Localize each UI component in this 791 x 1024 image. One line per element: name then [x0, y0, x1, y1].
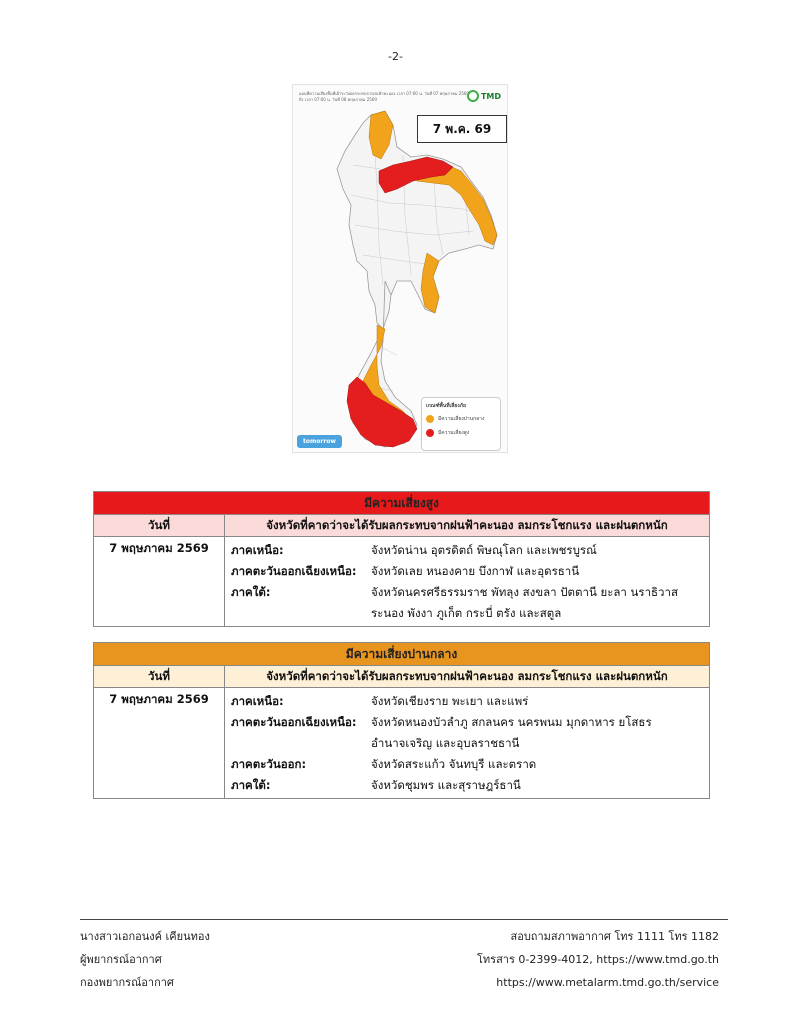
region-provinces: จังหวัดนครศรีธรรมราช พัทลุง สงขลา ปัตตานี ยะลา นราธิวาส: [371, 585, 678, 599]
moderate-dot-icon: [426, 415, 434, 423]
tmd-logo-text: TMD: [480, 91, 501, 101]
region-south: [231, 775, 705, 796]
region-provinces: จังหวัดน่าน อุตรดิตถ์ พิษณุโลก และเพชรบูรณ์: [371, 543, 597, 557]
region-name: ภาคใต้:: [231, 585, 271, 599]
high-risk-table: [93, 491, 710, 627]
high-risk-date: 7 พฤษภาคม 2569: [94, 537, 225, 627]
moderate-risk-date: 7 พฤษภาคม 2569: [94, 688, 225, 799]
high-dot-icon: [426, 429, 434, 437]
region-name: ภาคตะวันออกเฉียงเหนือ:: [231, 715, 357, 729]
region-name: ภาคใต้:: [231, 778, 271, 792]
region-northeast: [231, 561, 705, 582]
footer-divider: [80, 919, 728, 920]
page-number: -2-: [388, 50, 403, 63]
region-provinces: จังหวัดเชียงราย พะเยา และแพร่: [371, 694, 529, 708]
contact-fax-website[interactable]: โทรสาร 0-2399-4012, https://www.tmd.go.th: [477, 953, 719, 966]
legend-item-high: [422, 426, 500, 440]
region-north: [231, 540, 705, 561]
high-risk-regions: [225, 537, 710, 627]
table-row: [94, 537, 710, 627]
legend-label-moderate: มีความเสี่ยงปานกลาง: [438, 416, 485, 422]
forecaster-division: กองพยากรณ์อากาศ: [80, 976, 174, 989]
moderate-risk-table: [93, 642, 710, 799]
region-south-cont: [231, 603, 705, 624]
moderate-risk-col-date: วันที่: [94, 666, 225, 688]
region-provinces: จังหวัดสระแก้ว จันทบุรี และตราด: [371, 757, 537, 771]
contact-service-link[interactable]: https://www.metalarm.tmd.go.th/service: [496, 976, 719, 989]
region-provinces: จังหวัดเลย หนองคาย บึงกาฬ และอุดรธานี: [371, 564, 580, 578]
region-northeast-cont: [231, 733, 705, 754]
region-provinces: จังหวัดชุมพร และสุราษฎร์ธานี: [371, 778, 521, 792]
legend-item-moderate: [422, 412, 500, 426]
region-name: ภาคตะวันออกเฉียงเหนือ:: [231, 564, 357, 578]
region-provinces: จังหวัดหนองบัวลำภู สกลนคร นครพนม มุกดาหาร ยโสธร: [371, 715, 652, 729]
risk-map: [292, 84, 508, 453]
tomorrow-badge: tomorrow: [297, 435, 342, 448]
region-north: [231, 691, 705, 712]
map-legend: [421, 397, 501, 451]
forecaster-title: ผู้พยากรณ์อากาศ: [80, 953, 162, 966]
legend-title: เกณฑ์พื้นที่เสี่ยงภัย: [426, 403, 466, 409]
contact-phone: สอบถามสภาพอากาศ โทร 1111 โทร 1182: [510, 930, 719, 943]
region-south: [231, 582, 705, 603]
high-risk-col-date: วันที่: [94, 515, 225, 537]
moderate-risk-regions: [225, 688, 710, 799]
region-provinces: อำนาจเจริญ และอุบลราชธานี: [371, 736, 520, 750]
footer-signature: [80, 925, 210, 994]
moderate-risk-col-provinces: จังหวัดที่คาดว่าจะได้รับผลกระทบจากฝนฟ้าคะนอง ลมกระโชกแรง และฝนตกหนัก: [225, 666, 710, 688]
region-name: ภาคเหนือ:: [231, 543, 284, 557]
table-row: [94, 688, 710, 799]
region-name: ภาคเหนือ:: [231, 694, 284, 708]
high-risk-col-provinces: จังหวัดที่คาดว่าจะได้รับผลกระทบจากฝนฟ้าคะนอง ลมกระโชกแรง และฝนตกหนัก: [225, 515, 710, 537]
legend-label-high: มีความเสี่ยงสูง: [438, 430, 470, 436]
region-northeast: [231, 712, 705, 733]
footer-contact: [477, 925, 719, 994]
map-header-text: แผนที่ความเสี่ยงพื้นที่เฝ้าระวังผลกระทบจากฝนฟ้าคะนอง เวลา 07:00 น. วันที่ 07 พฤษภาคม 2569 ถึง เวลา 07:00 น. วันที่ 08 พฤษภาคม 2569: [299, 91, 469, 102]
region-name: ภาคตะวันออก:: [231, 757, 307, 771]
forecaster-name: นางสาวเอกอนงค์ เคียนทอง: [80, 930, 210, 943]
high-risk-band-title: มีความเสี่ยงสูง: [94, 492, 710, 515]
region-provinces: ระนอง พังงา ภูเก็ต กระบี่ ตรัง และสตูล: [371, 606, 562, 620]
moderate-risk-band-title: มีความเสี่ยงปานกลาง: [94, 643, 710, 666]
region-east: [231, 754, 705, 775]
map-date-label: 7 พ.ค. 69: [417, 115, 507, 143]
